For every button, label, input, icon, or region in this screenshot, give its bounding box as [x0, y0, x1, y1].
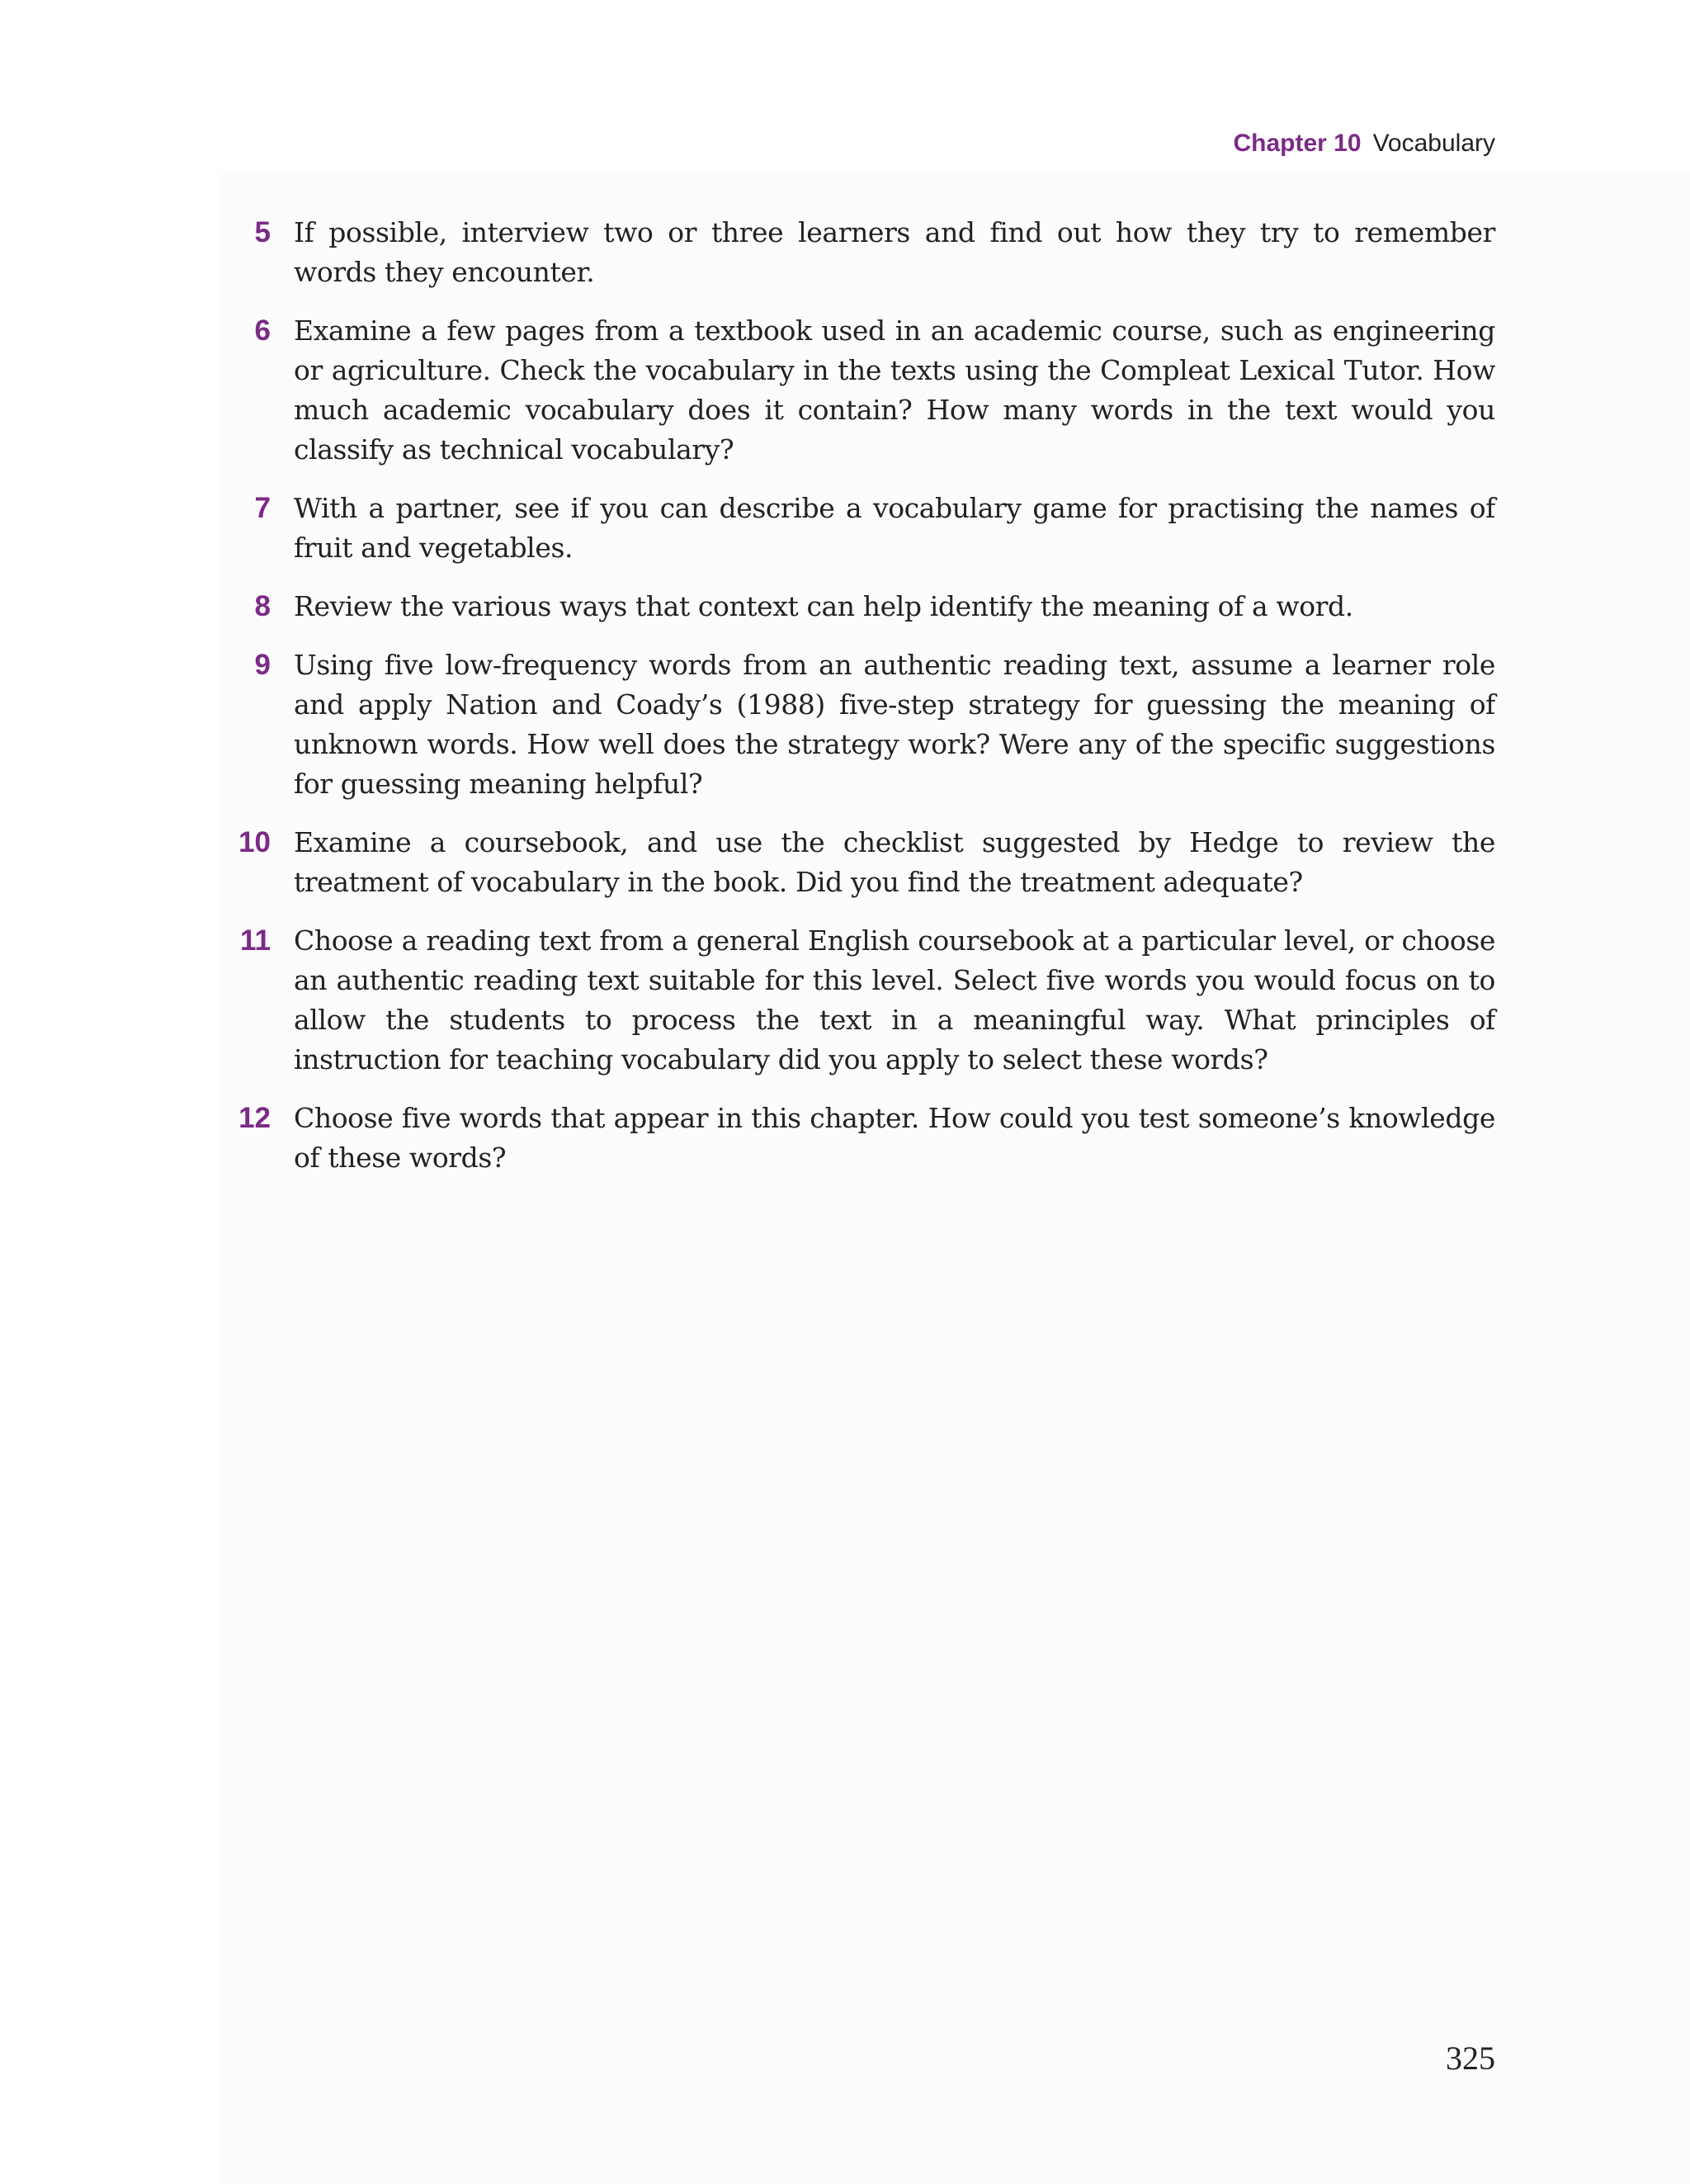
question-number: 6: [254, 314, 271, 347]
running-head: [1234, 127, 1496, 160]
question-text: Using five low-frequency words from an authentic reading text, assume a learner role and apply Nation and Coady’s (1988) five-step strategy for guessing the meaning of unknown words. How well does the strategy work? Were any of the specific suggestions for guessing meaning helpful?: [294, 649, 1495, 800]
question-item: [231, 311, 1495, 470]
question-number: 12: [238, 1102, 271, 1134]
question-text: Review the various ways that context can help identify the meaning of a word.: [294, 590, 1353, 622]
question-item: [231, 489, 1495, 568]
question-number: 11: [240, 924, 271, 957]
chapter-title: Vocabulary: [1372, 130, 1495, 157]
discussion-questions-list: [231, 213, 1495, 1197]
question-text: Choose five words that appear in this chapter. How could you test someone’s knowledge of these words?: [294, 1102, 1495, 1174]
question-number: 9: [254, 649, 271, 681]
question-item: [231, 213, 1495, 292]
question-item: [231, 823, 1495, 902]
question-item: [231, 587, 1495, 626]
question-number: 7: [254, 492, 271, 524]
question-item: [231, 1099, 1495, 1178]
chapter-label: Chapter 10: [1233, 130, 1362, 157]
question-text: Choose a reading text from a general English coursebook at a particular level, or choose an authentic reading text suitable for this level. Select five words you would focus on to allow the students to process the text in a meaningful way. What principles of instruction for teaching vocabulary did you apply to select these words?: [294, 924, 1495, 1075]
question-text: If possible, interview two or three learners and find out how they try to remember words they encounter.: [294, 216, 1495, 288]
question-text: With a partner, see if you can describe a vocabulary game for practising the names of fruit and vegetables.: [294, 492, 1495, 564]
question-item: [231, 921, 1495, 1080]
page-number: 325: [1446, 2040, 1495, 2077]
question-number: 5: [254, 216, 271, 248]
question-number: 8: [254, 590, 271, 622]
question-text: Examine a few pages from a textbook used in an academic course, such as engineering or agriculture. Check the vocabulary in the texts using the Compleat Lexical Tutor. How much academic vocabulary does it contain? How many words in the text would you classify as technical vocabulary?: [294, 314, 1495, 466]
question-number: 10: [238, 826, 271, 858]
question-text: Examine a coursebook, and use the checklist suggested by Hedge to review the treatment of vocabulary in the book. Did you find the treatment adequate?: [294, 826, 1495, 898]
question-item: [231, 645, 1495, 804]
